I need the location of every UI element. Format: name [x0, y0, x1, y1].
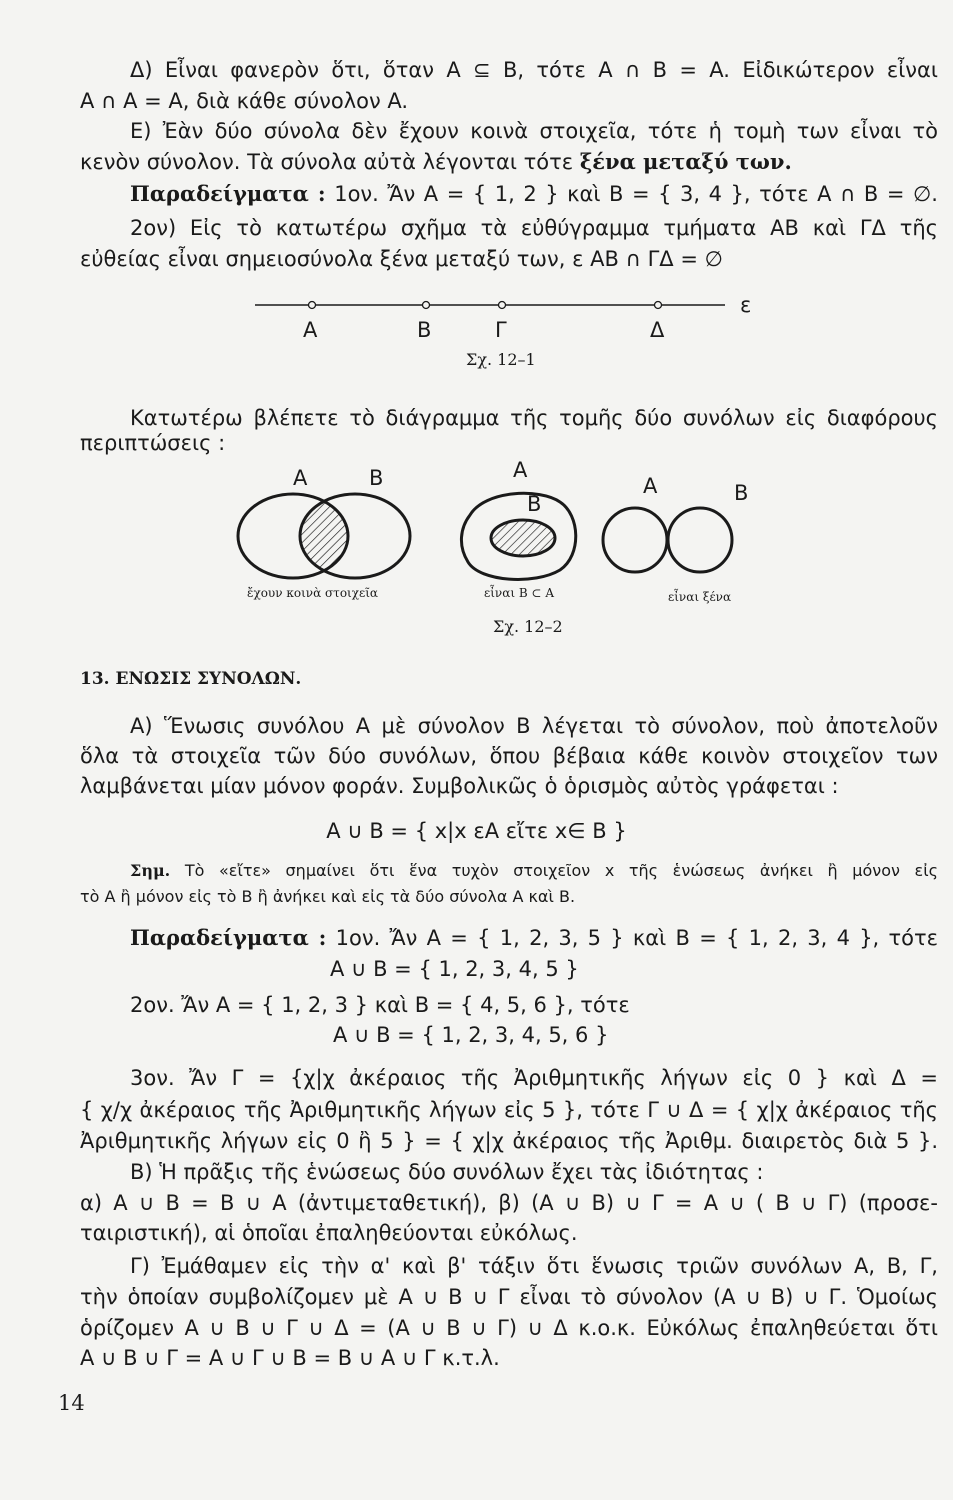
text-line: α) A ∪ B = B ∪ A (ἀντιμεταθετική), β) (A ∪ B) ∪ Γ = A ∪ ( B ∪ Γ) (προσε- [80, 1191, 938, 1215]
set-label: A [293, 466, 308, 490]
text-line: A) Ἕνωσις συνόλου A μὲ σύνολον B λέγεται τὸ σύνολον, ποὺ ἀποτελοῦν [130, 714, 938, 738]
section-heading: 13. ΕΝΩΣΙΣ ΣΥΝΟΛΩΝ. [80, 669, 302, 689]
set-label: B [527, 492, 542, 516]
set-b-disjoint [668, 508, 732, 572]
set-a-disjoint [603, 508, 667, 572]
text-span: 1ον. Ἄν A = { 1, 2 } καὶ B = { 3, 4 }, τότε A ∩ B = ∅. [325, 182, 938, 206]
text-line: τὴν ὁποίαν συμβολίζομεν μὲ A ∪ B ∪ Γ εἶναι τὸ σύνολον (A ∪ B) ∪ Γ. Ὁμοίως [80, 1285, 938, 1309]
text-line: περιπτώσεις : [80, 431, 226, 455]
text-line: { χ/χ ἀκέραιος τῆς Ἀριθμητικῆς λήγων εἰς 5 }, τότε Γ ∪ Δ = { χ|χ ἀκέραιος τῆς [80, 1098, 938, 1122]
text-line [130, 181, 938, 207]
text-line: λαμβάνεται μίαν μόνον φοράν. Συμβολικῶς ὁ ὁρισμὸς αὐτὸς γράφεται : [80, 774, 839, 798]
text-line: B) Ἡ πρᾶξις τῆς ἑνώσεως δύο συνόλων ἔχει τὰς ἰδιότητας : [130, 1160, 764, 1184]
note-label: Σημ. [130, 861, 171, 880]
set-label: B [369, 466, 384, 490]
set-b-inner [491, 520, 555, 556]
text-line: ὅλα τὰ στοιχεῖα τῶν δύο συνόλων, ὅπου βέβαια κάθε κοινὸν στοιχεῖον των [80, 744, 938, 768]
text-line: 3ον. Ἄν Γ = {χ|χ ἀκέραιος τῆς Ἀριθμητικῆς λήγων εἰς 0 } καὶ Δ = [130, 1066, 938, 1090]
text-line [130, 925, 938, 951]
text-line: 2ον. Ἄν A = { 1, 2, 3 } καὶ B = { 4, 5, 6 }, τότε [130, 993, 630, 1017]
point-label: Δ [650, 318, 665, 342]
examples-heading: Παραδείγματα : [130, 925, 327, 950]
text-line: Ἀριθμητικῆς λήγων εἰς 0 ἢ 5 } = { χ|χ ἀκέραιος τῆς Ἀριθμ. διαιρετὸς διὰ 5 }. [80, 1129, 938, 1153]
venn-diagrams [230, 470, 750, 590]
text-line: A ∩ A = A, διὰ κάθε σύνολον A. [80, 89, 409, 113]
text-line: ὁρίζομεν A ∪ B ∪ Γ ∪ Δ = (A ∪ B ∪ Γ) ∪ Δ κ.ο.κ. Εὐκόλως ἐπαληθεύεται ὅτι [80, 1316, 938, 1340]
point-b [423, 302, 430, 309]
line-label: ε [740, 293, 752, 317]
formula: A ∪ B = { 1, 2, 3, 4, 5 } [330, 957, 579, 981]
text-line: Γ) Ἐμάθαμεν εἰς τὴν α' καὶ β' τάξιν ὅτι ἕνωσις τριῶν συνόλων A, B, Γ, [130, 1254, 938, 1278]
diagram-caption: εἶναι ξένα [668, 590, 732, 604]
point-label: Γ [495, 318, 507, 342]
text-span: Τὸ «εἴτε» σημαίνει ὅτι ἕνα τυχὸν στοιχεῖον x τῆς ἑνώσεως ἀνήκει ἢ μόνον εἰς [170, 861, 938, 880]
emphasis: ξένα μεταξύ των. [579, 149, 792, 174]
point-gamma [499, 302, 506, 309]
text-line: Κατωτέρω βλέπετε τὸ διάγραμμα τῆς τομῆς δύο συνόλων εἰς διαφόρους [130, 406, 938, 430]
text-line: A ∪ B ∪ Γ = A ∪ Γ ∪ B = B ∪ A ∪ Γ κ.τ.λ. [80, 1346, 500, 1370]
examples-heading: Παραδείγματα : [130, 181, 326, 206]
text-line: 2ον) Εἰς τὸ κατωτέρω σχῆμα τὰ εὐθύγραμμα τμήματα AB καὶ ΓΔ τῆς [130, 216, 938, 240]
set-label: A [643, 474, 658, 498]
text-line: E) Ἐὰν δύο σύνολα δὲν ἔχουν κοινὰ στοιχεῖα, τότε ἡ τομὴ των εἶναι τὸ [130, 119, 938, 143]
diagram-caption: εἶναι B ⊂ A [484, 586, 555, 600]
set-label: B [734, 481, 749, 505]
text-span: 1ον. Ἄν A = { 1, 2, 3, 5 } καὶ B = { 1, 2, 3, 4 }, τότε [326, 926, 938, 950]
figure-caption: Σχ. 12–1 [466, 350, 536, 369]
text-line: Δ) Εἶναι φανερὸν ὅτι, ὅταν A ⊆ B, τότε A ∩ B = A. Εἰδικώτερον εἶναι [130, 58, 938, 82]
diagram-caption: ἔχουν κοινὰ στοιχεῖα [247, 586, 379, 600]
point-delta [655, 302, 662, 309]
point-label: A [303, 318, 318, 342]
text-line: ταιριστική), αἱ ὁποῖαι ἐπαληθεύονται εὐκόλως. [80, 1221, 578, 1245]
point-a [309, 302, 316, 309]
text-span: κενὸν σύνολον. Τὰ σύνολα αὐτὰ λέγονται τότε [80, 150, 580, 174]
formula: A ∪ B = { 1, 2, 3, 4, 5, 6 } [333, 1023, 609, 1047]
figure-caption: Σχ. 12–2 [493, 617, 563, 636]
set-label: A [513, 458, 528, 482]
text-line [80, 149, 938, 175]
formula: A ∪ B = { x|x εA εἴτε x∈ B } [326, 819, 627, 843]
text-line [130, 858, 938, 884]
text-line: εὐθείας εἶναι σημειοσύνολα ξένα μεταξύ των, ε AB ∩ ΓΔ = ∅ [80, 247, 723, 271]
point-label: B [417, 318, 432, 342]
text-line: τὸ A ἢ μόνον εἰς τὸ B ἢ ἀνήκει καὶ εἰς τὰ δύο σύνολα A καὶ B. [80, 887, 576, 906]
page-number: 14 [58, 1391, 85, 1415]
